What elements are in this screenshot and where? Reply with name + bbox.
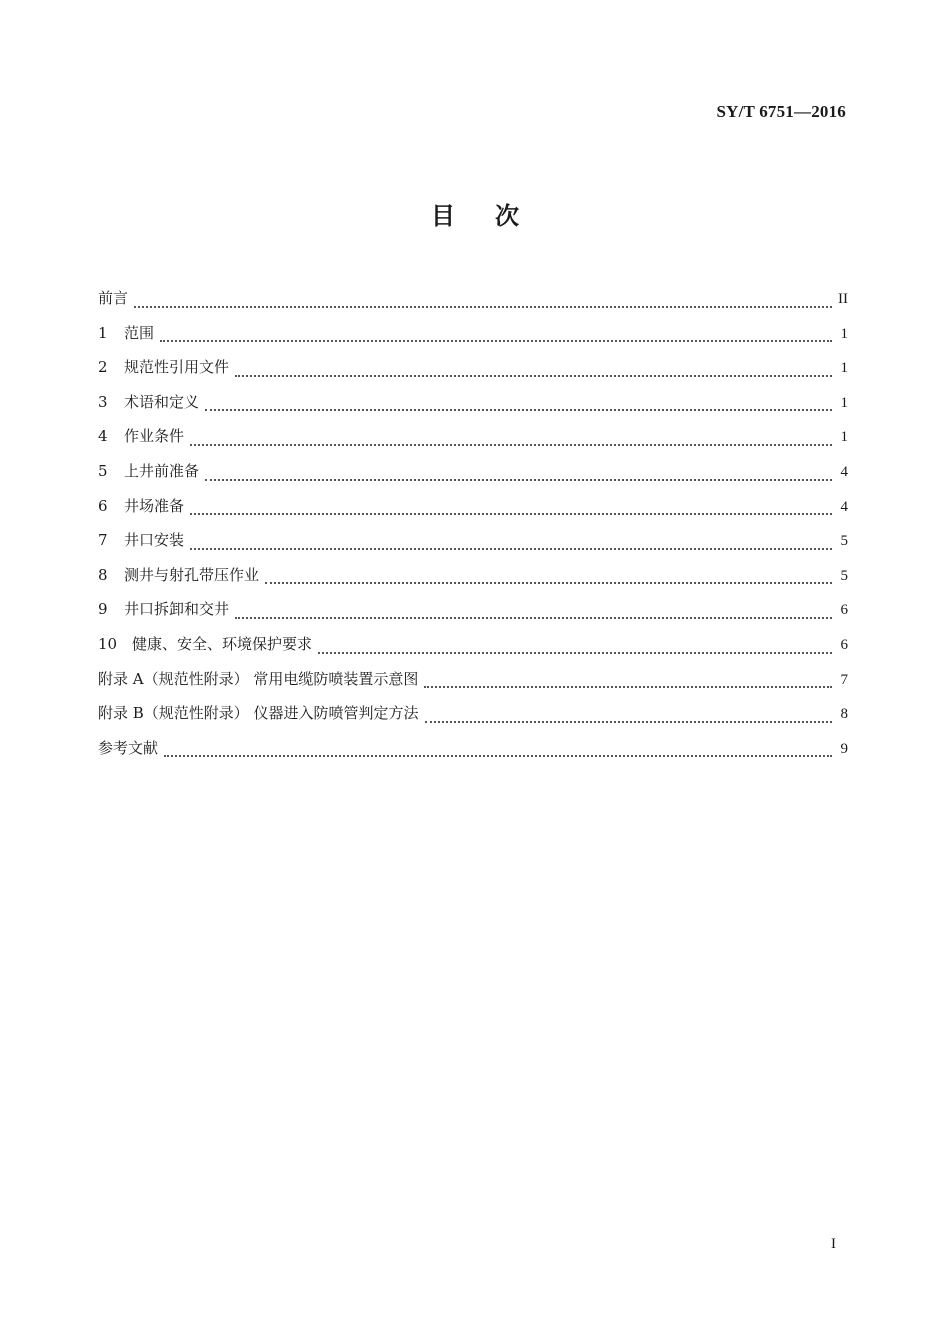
toc-leader xyxy=(134,306,832,308)
toc-page: 6 xyxy=(840,636,848,653)
toc-number: 1 xyxy=(98,323,108,342)
toc-leader xyxy=(205,479,832,481)
toc-label: 井口安装 xyxy=(124,531,185,550)
toc-page: II xyxy=(838,291,848,307)
toc-leader xyxy=(265,582,832,584)
toc-number: 2 xyxy=(98,358,108,377)
toc-leader xyxy=(318,652,832,654)
toc-label: 附录 A（规范性附录） 常用电缆防喷装置示意图 xyxy=(98,669,419,688)
toc-number: 6 xyxy=(98,496,108,515)
toc-number: 5 xyxy=(98,461,108,480)
toc-entry-bibliography[interactable] xyxy=(98,735,848,770)
toc-label: 作业条件 xyxy=(124,427,185,446)
toc-label: 测井与射孔带压作业 xyxy=(124,565,260,584)
toc-number: 9 xyxy=(98,600,108,619)
toc-page: 5 xyxy=(840,533,848,550)
toc-leader xyxy=(190,513,832,515)
toc-label: 术语和定义 xyxy=(124,392,200,411)
toc-number: 4 xyxy=(98,427,108,446)
toc-leader xyxy=(205,409,832,411)
toc-label: 规范性引用文件 xyxy=(124,358,230,377)
toc-page: 7 xyxy=(840,671,848,688)
toc-entry-scope[interactable] xyxy=(98,320,848,355)
toc-entry-wellhead-removal[interactable] xyxy=(98,596,848,631)
toc-label: 井场准备 xyxy=(124,496,185,515)
toc-number: 7 xyxy=(98,531,108,550)
toc-label: 前言 xyxy=(98,289,129,307)
toc-entry-appendix-a[interactable] xyxy=(98,666,848,701)
page-title: 目次 xyxy=(431,202,559,230)
toc-page: 4 xyxy=(840,463,848,480)
toc-page: 1 xyxy=(840,429,848,446)
toc-number: 8 xyxy=(98,565,108,584)
toc-entry-pressure-logging[interactable] xyxy=(98,562,848,597)
toc-leader xyxy=(190,444,832,446)
toc-leader xyxy=(425,721,832,723)
toc-entry-appendix-b[interactable] xyxy=(98,700,848,735)
toc-label: 井口拆卸和交井 xyxy=(124,600,230,619)
toc-page: 4 xyxy=(840,498,848,515)
toc-page: 1 xyxy=(840,394,848,411)
toc-entry-wellsite-preparation[interactable] xyxy=(98,493,848,528)
toc-leader xyxy=(190,548,832,550)
toc-entry-terms[interactable] xyxy=(98,389,848,424)
toc-page: 8 xyxy=(840,706,848,723)
toc-entry-pre-well-preparation[interactable] xyxy=(98,458,848,493)
toc-label: 参考文献 xyxy=(98,738,159,757)
toc-number: 10 xyxy=(98,634,118,653)
toc-entry-wellhead-installation[interactable] xyxy=(98,527,848,562)
toc-page: 1 xyxy=(840,325,848,342)
toc-entry-foreword[interactable] xyxy=(98,285,848,320)
toc-page: 1 xyxy=(840,360,848,377)
toc-entry-work-conditions[interactable] xyxy=(98,423,848,458)
toc-entry-hse-requirements[interactable] xyxy=(98,631,848,666)
toc-number: 3 xyxy=(98,392,108,411)
toc-leader xyxy=(164,755,832,757)
toc-leader xyxy=(235,375,832,377)
toc-page: 5 xyxy=(840,567,848,584)
standard-code: SY/T 6751—2016 xyxy=(716,102,846,121)
toc-page: 6 xyxy=(840,602,848,619)
table-of-contents xyxy=(98,285,848,769)
toc-label: 附录 B（规范性附录） 仪器进入防喷管判定方法 xyxy=(98,704,419,723)
toc-leader xyxy=(424,686,832,688)
toc-label: 范围 xyxy=(124,323,155,342)
toc-label: 健康、安全、环境保护要求 xyxy=(132,634,313,653)
toc-leader xyxy=(235,617,832,619)
toc-label: 上井前准备 xyxy=(124,461,200,480)
page-number: I xyxy=(831,1236,836,1252)
toc-leader xyxy=(160,340,832,342)
toc-entry-normative-references[interactable] xyxy=(98,354,848,389)
toc-page: 9 xyxy=(840,740,848,757)
